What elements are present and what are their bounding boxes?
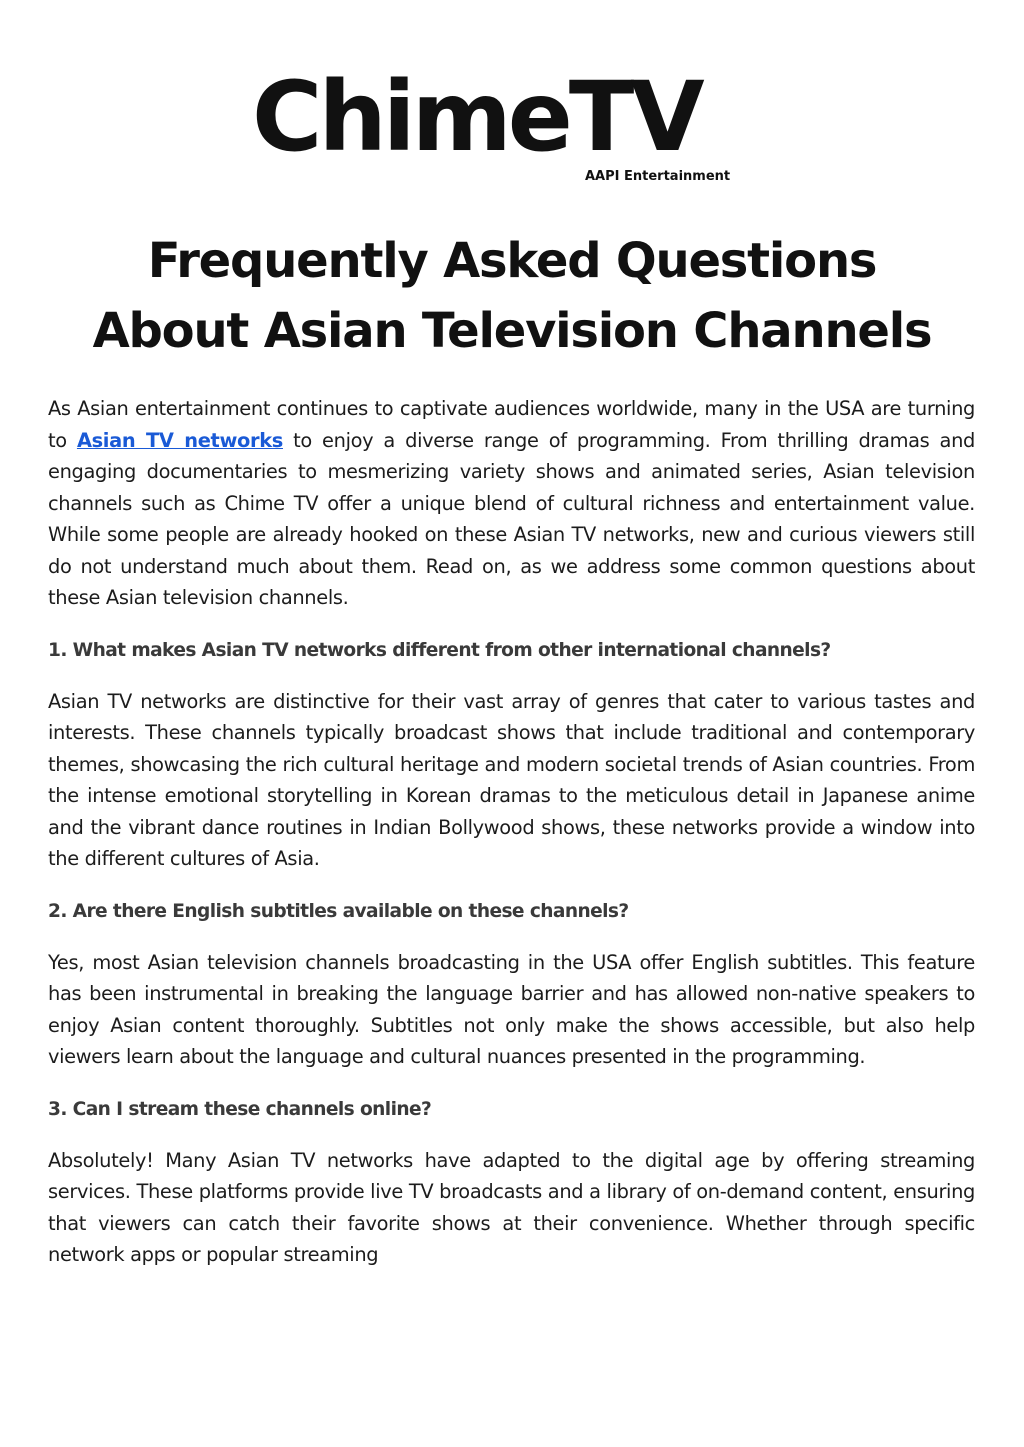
faq-question-1: 1. What makes Asian TV networks different from other international channels?: [48, 639, 831, 661]
faq-question-2: 2. Are there English subtitles available on these channels?: [48, 900, 629, 922]
faq-question-3: 3. Can I stream these channels online?: [48, 1098, 432, 1120]
logo-tagline: AAPI Entertainment: [585, 169, 731, 184]
page-title: [40, 226, 984, 366]
faq-answer-2: Yes, most Asian television channels broadcasting in the USA offer English subtitles. This feature has been instrumental in breaking the language barrier and has allowed non-native speakers to enjoy Asian content thoroughly. Subtitles not only make the shows accessible, but also help viewers learn about the language and cultural nuances presented in the programming.: [48, 950, 975, 1068]
article-body: [48, 393, 975, 1271]
page-title-line-1: Frequently Asked Questions: [147, 233, 877, 289]
faq-answer-1: Asian TV networks are distinctive for their vast array of genres that cater to various tastes and interests. These channels typically broadcast shows that include traditional and contemporary themes, showcasing the rich cultural heritage and modern societal trends of Asian countries. From the intense emotional storytelling in Korean dramas to the meticulous detail in Japanese anime and the vibrant dance routines in Indian Bollywood shows, these networks provide a window into the different cultures of Asia.: [48, 689, 975, 870]
chimetv-logo: [252, 62, 752, 192]
logo-wordmark: ChimeTV: [252, 61, 701, 173]
intro-text-before-link: As Asian entertainment continues to captivate audiences worldwide, many in the USA are turning to: [48, 397, 975, 452]
faq-answer-3: Absolutely! Many Asian TV networks have adapted to the digital age by offering streaming services. These platforms provide live TV broadcasts and a library of on-demand content, ensuring that viewers can catch their favorite shows at their convenience. Whether through specific network apps or popular streaming: [48, 1148, 975, 1266]
intro-paragraph: [48, 393, 975, 614]
page-title-line-2: About Asian Television Channels: [92, 303, 932, 359]
asian-tv-networks-link[interactable]: Asian TV networks: [76, 428, 283, 452]
intro-text-after-link: to enjoy a diverse range of programming. From thrilling dramas and engaging documentaries to mesmerizing variety shows and animated series, Asian television channels such as Chime TV offer a unique blend of cultural richness and entertainment value. While some people are already hooked on these Asian TV networks, new and curious viewers still do not understand much about them. Read on, as we address some common questions about these Asian television channels.: [48, 428, 975, 609]
